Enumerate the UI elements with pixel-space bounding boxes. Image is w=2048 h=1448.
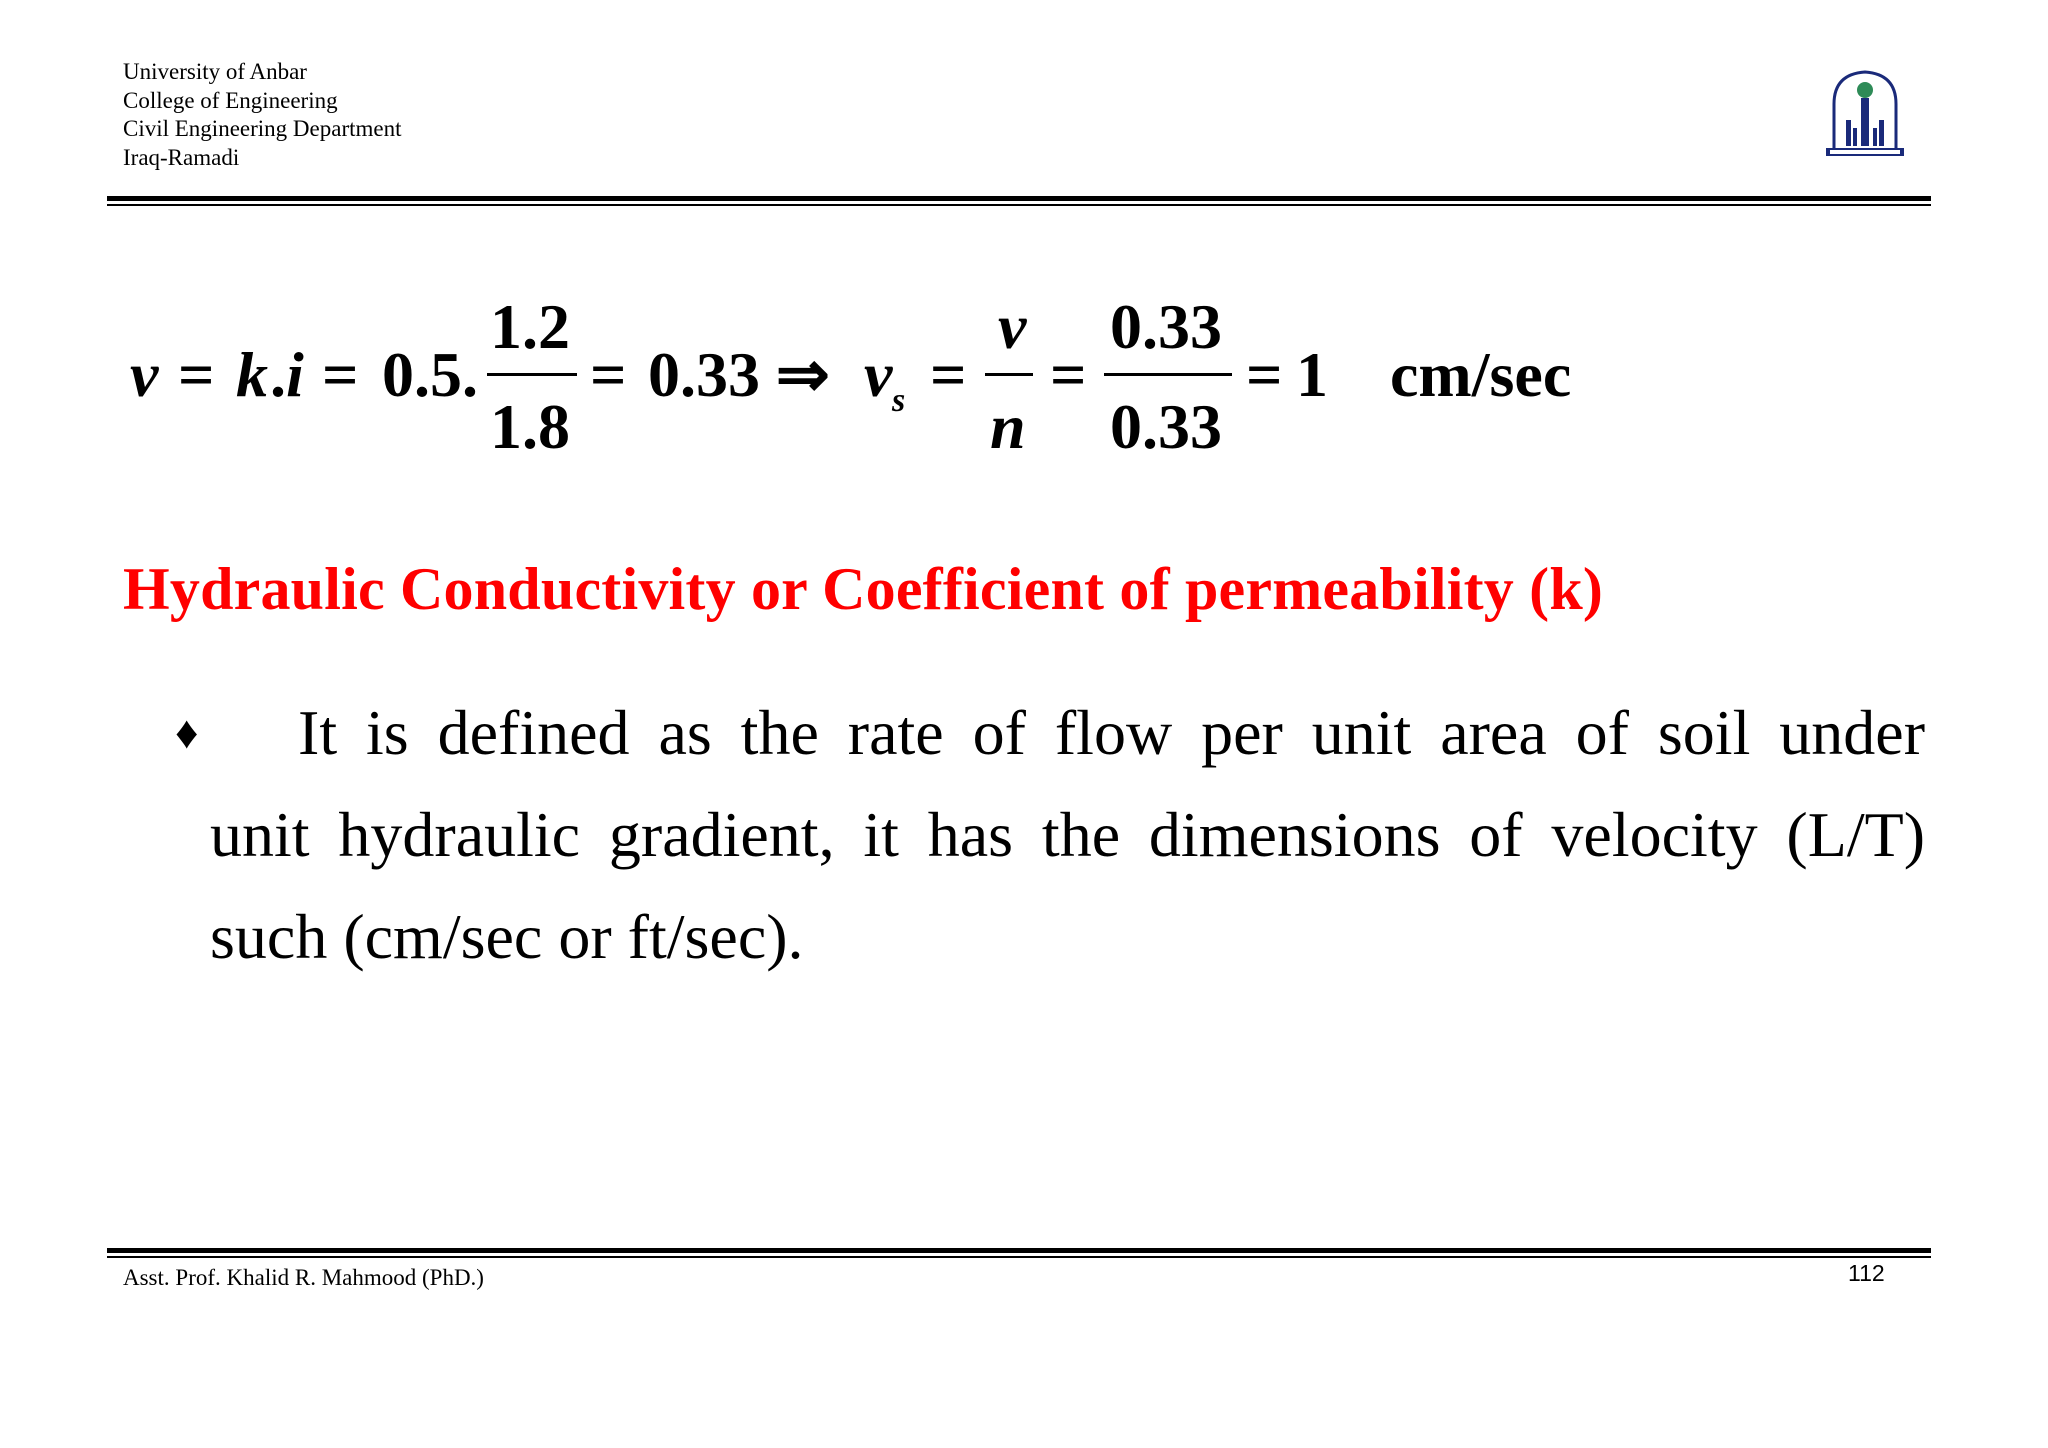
paragraph-line-1: It is defined as the rate of flow per unit area of soil under: [298, 697, 1925, 768]
eq-vs-subscript: s: [892, 382, 906, 419]
institution-header: [123, 58, 401, 172]
eq-equals-1: =: [178, 339, 215, 410]
eq-dot: .: [270, 339, 286, 410]
eq-k: k: [236, 339, 268, 410]
section-heading: Hydraulic Conductivity or Coefficient of permeability (k): [123, 556, 1604, 622]
eq-vs: v: [864, 339, 893, 410]
footer-rule: [107, 1248, 1931, 1258]
footer-author: Asst. Prof. Khalid R. Mahmood (PhD.): [123, 1265, 484, 1290]
eq-result-2: 1: [1296, 339, 1328, 410]
fraction-1-bar: [487, 373, 577, 376]
fraction-3-bar: [1104, 373, 1232, 376]
header-line-city: Iraq-Ramadi: [123, 144, 240, 170]
velocity-equation: [130, 290, 1630, 460]
eq-result-1: 0.33: [648, 339, 760, 410]
fraction-2-denominator: n: [990, 391, 1026, 462]
implies-arrow: ⇒: [776, 339, 830, 410]
eq-unit: cm/sec: [1390, 339, 1572, 410]
fraction-3-denominator: 0.33: [1110, 391, 1222, 462]
header-line-university: University of Anbar: [123, 59, 307, 84]
fraction-2-numerator: v: [998, 291, 1027, 362]
eq-equals-3: =: [590, 339, 627, 410]
eq-equals-5: =: [1050, 339, 1087, 410]
fraction-2-bar: [985, 373, 1033, 376]
eq-equals-2: =: [322, 339, 359, 410]
page-number: 112: [1848, 1260, 1885, 1286]
fraction-3-numerator: 0.33: [1110, 291, 1222, 362]
eq-equals-6: =: [1246, 339, 1283, 410]
diamond-bullet-icon: ♦: [175, 707, 199, 758]
eq-coefficient: 0.5.: [382, 339, 478, 410]
eq-i: i: [286, 339, 304, 410]
header-line-department: Civil Engineering Department: [123, 116, 402, 141]
university-logo-icon: [1820, 66, 1910, 168]
eq-equals-4: =: [930, 339, 967, 410]
header-line-college: College of Engineering: [123, 87, 338, 113]
paragraph-line-3: such (cm/sec or ft/sec).: [210, 901, 804, 972]
paragraph-line-2: unit hydraulic gradient, it has the dimensions of velocity (L/T): [210, 799, 1925, 870]
header-rule: [107, 196, 1931, 206]
fraction-1-numerator: 1.2: [490, 291, 570, 362]
eq-v: v: [130, 339, 159, 410]
fraction-1-denominator: 1.8: [490, 391, 570, 462]
